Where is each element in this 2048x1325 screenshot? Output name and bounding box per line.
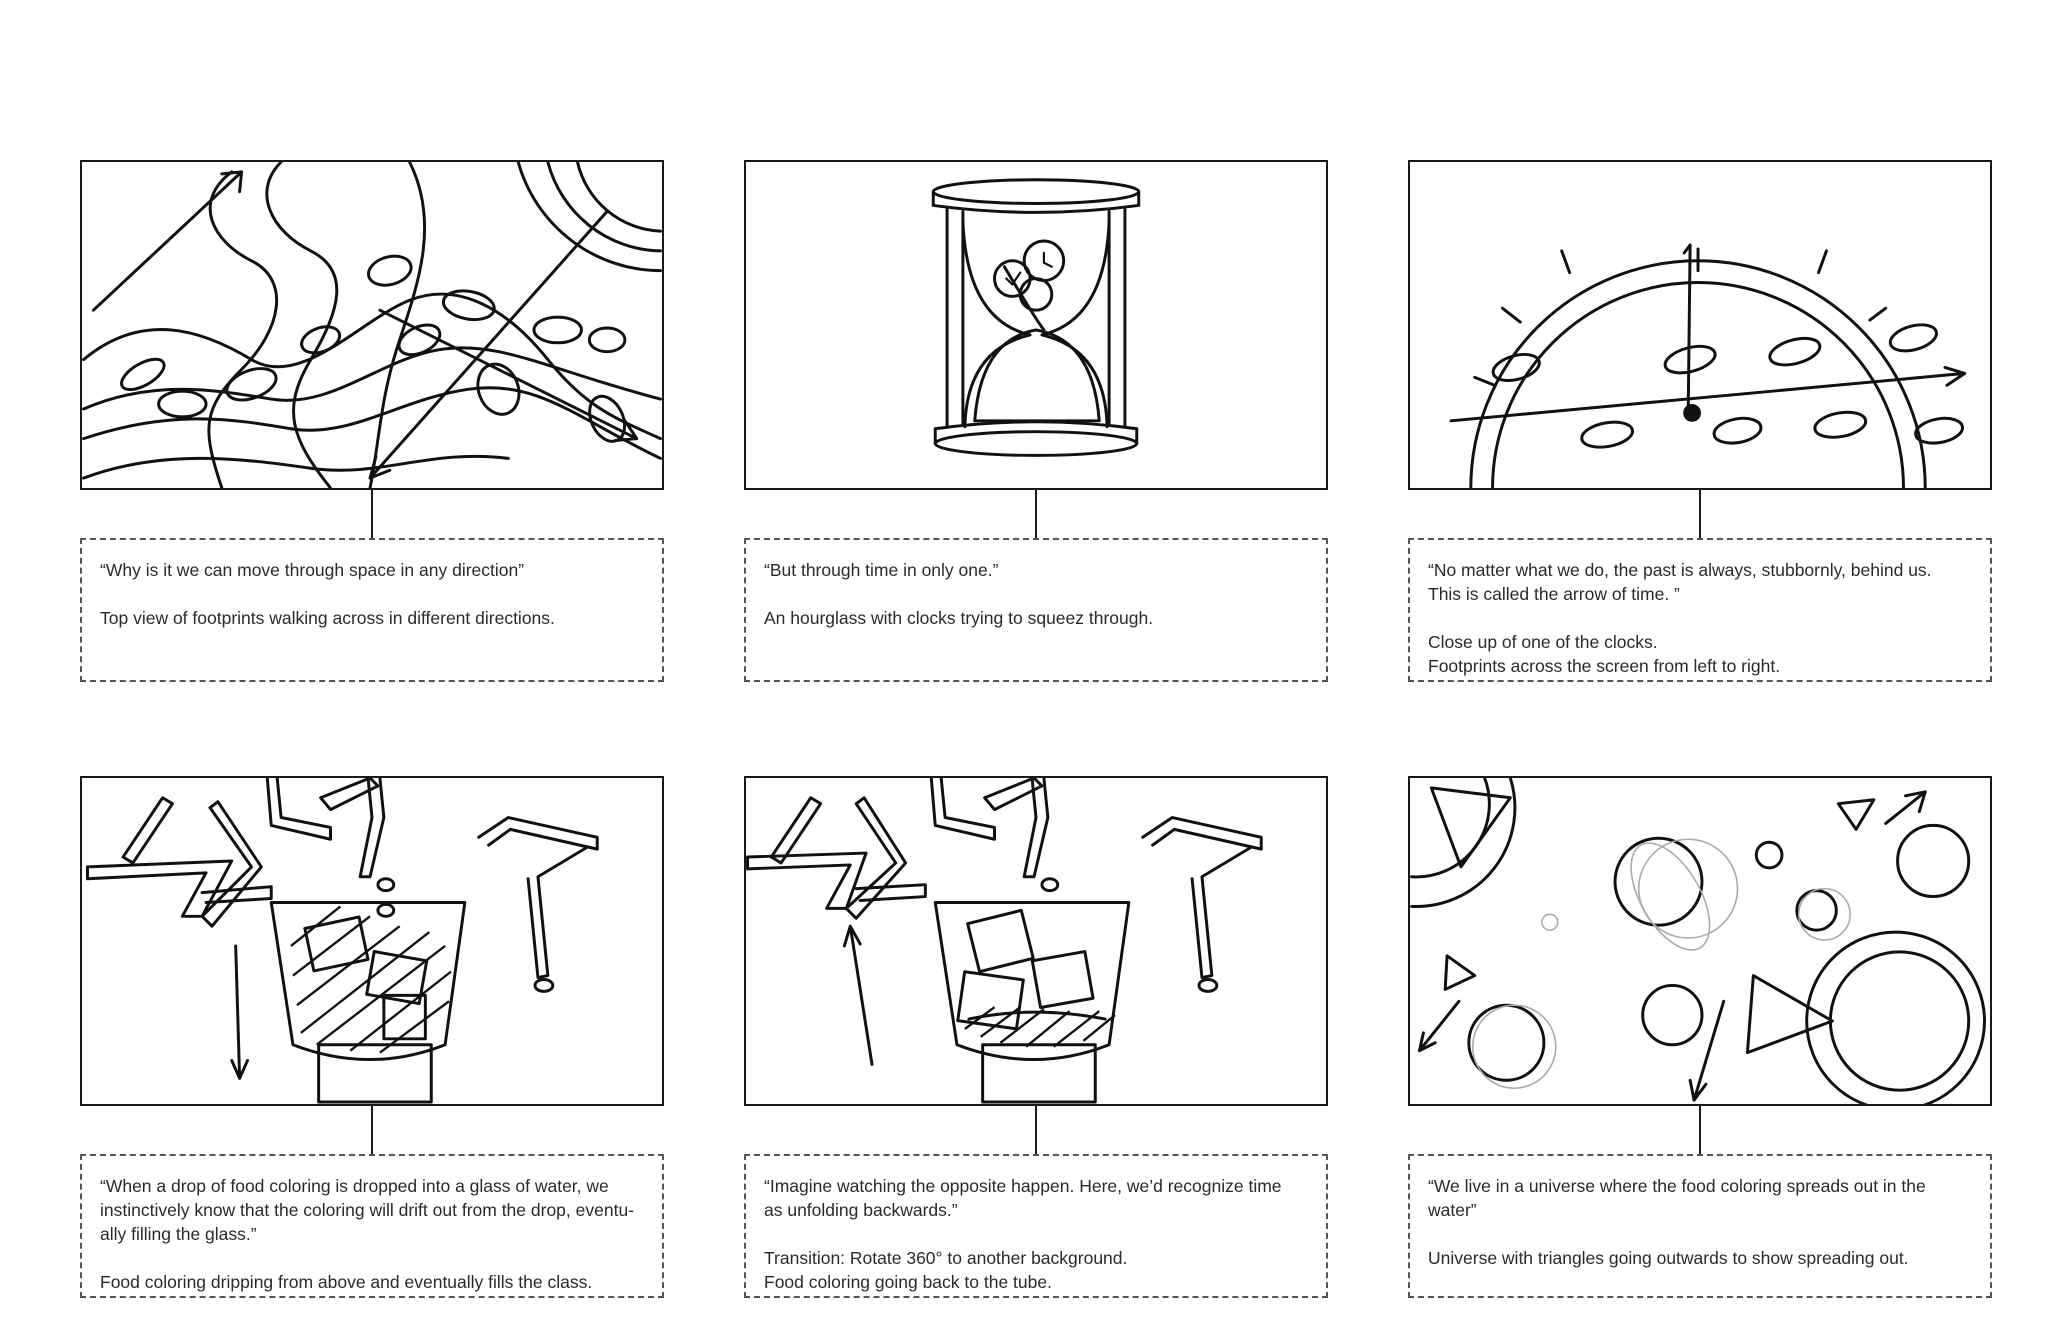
caption-box-6 (1408, 1154, 1992, 1298)
storyboard-frame-1 (80, 160, 664, 490)
footprints-sketch (82, 162, 662, 488)
glass-reverse-sketch (746, 778, 1326, 1104)
clock-sketch (1410, 162, 1990, 488)
caption-description-6: Universe with triangles going outwards to show spreading out. (1428, 1248, 1909, 1268)
connector-line-2 (1035, 490, 1037, 538)
caption-description-3: Close up of one of the clocks. Footprints across the screen from left to right. (1428, 632, 1781, 676)
caption-quote-2: “But through time in only one.” (764, 560, 999, 580)
glass-dripping-sketch (82, 778, 662, 1104)
universe-sketch (1410, 778, 1990, 1104)
storyboard-frame-6 (1408, 776, 1992, 1106)
caption-box-3 (1408, 538, 1992, 682)
caption-quote-1: “Why is it we can move through space in any direction” (100, 560, 525, 580)
caption-quote-4: “When a drop of food coloring is dropped into a glass of water, we instinctively know that the coloring will drift out from the drop, eventu- ally filling the glass.” (100, 1176, 634, 1244)
caption-description-5: Transition: Rotate 360° to another background. Food coloring going back to the tube. (764, 1248, 1128, 1292)
caption-box-2 (744, 538, 1328, 682)
caption-description-4: Food coloring dripping from above and eventually fills the class. (100, 1272, 593, 1292)
storyboard-frame-4 (80, 776, 664, 1106)
storyboard-frame-5 (744, 776, 1328, 1106)
connector-line-5 (1035, 1106, 1037, 1154)
caption-box-5 (744, 1154, 1328, 1298)
caption-box-1 (80, 538, 664, 682)
connector-line-1 (371, 490, 373, 538)
connector-line-6 (1699, 1106, 1701, 1154)
connector-line-3 (1699, 490, 1701, 538)
caption-quote-3: “No matter what we do, the past is always, stubbornly, behind us. This is called the arrow of time. ” (1428, 560, 1932, 604)
storyboard-frame-2 (744, 160, 1328, 490)
hourglass-sketch (746, 162, 1326, 488)
caption-description-1: Top view of footprints walking across in different directions. (100, 608, 555, 628)
connector-line-4 (371, 1106, 373, 1154)
caption-quote-5: “Imagine watching the opposite happen. Here, we’d recognize time as unfolding backwards.” (764, 1176, 1282, 1220)
storyboard-frame-3 (1408, 160, 1992, 490)
caption-box-4 (80, 1154, 664, 1298)
caption-quote-6: “We live in a universe where the food coloring spreads out in the water” (1428, 1176, 1926, 1220)
caption-description-2: An hourglass with clocks trying to squeez through. (764, 608, 1154, 628)
